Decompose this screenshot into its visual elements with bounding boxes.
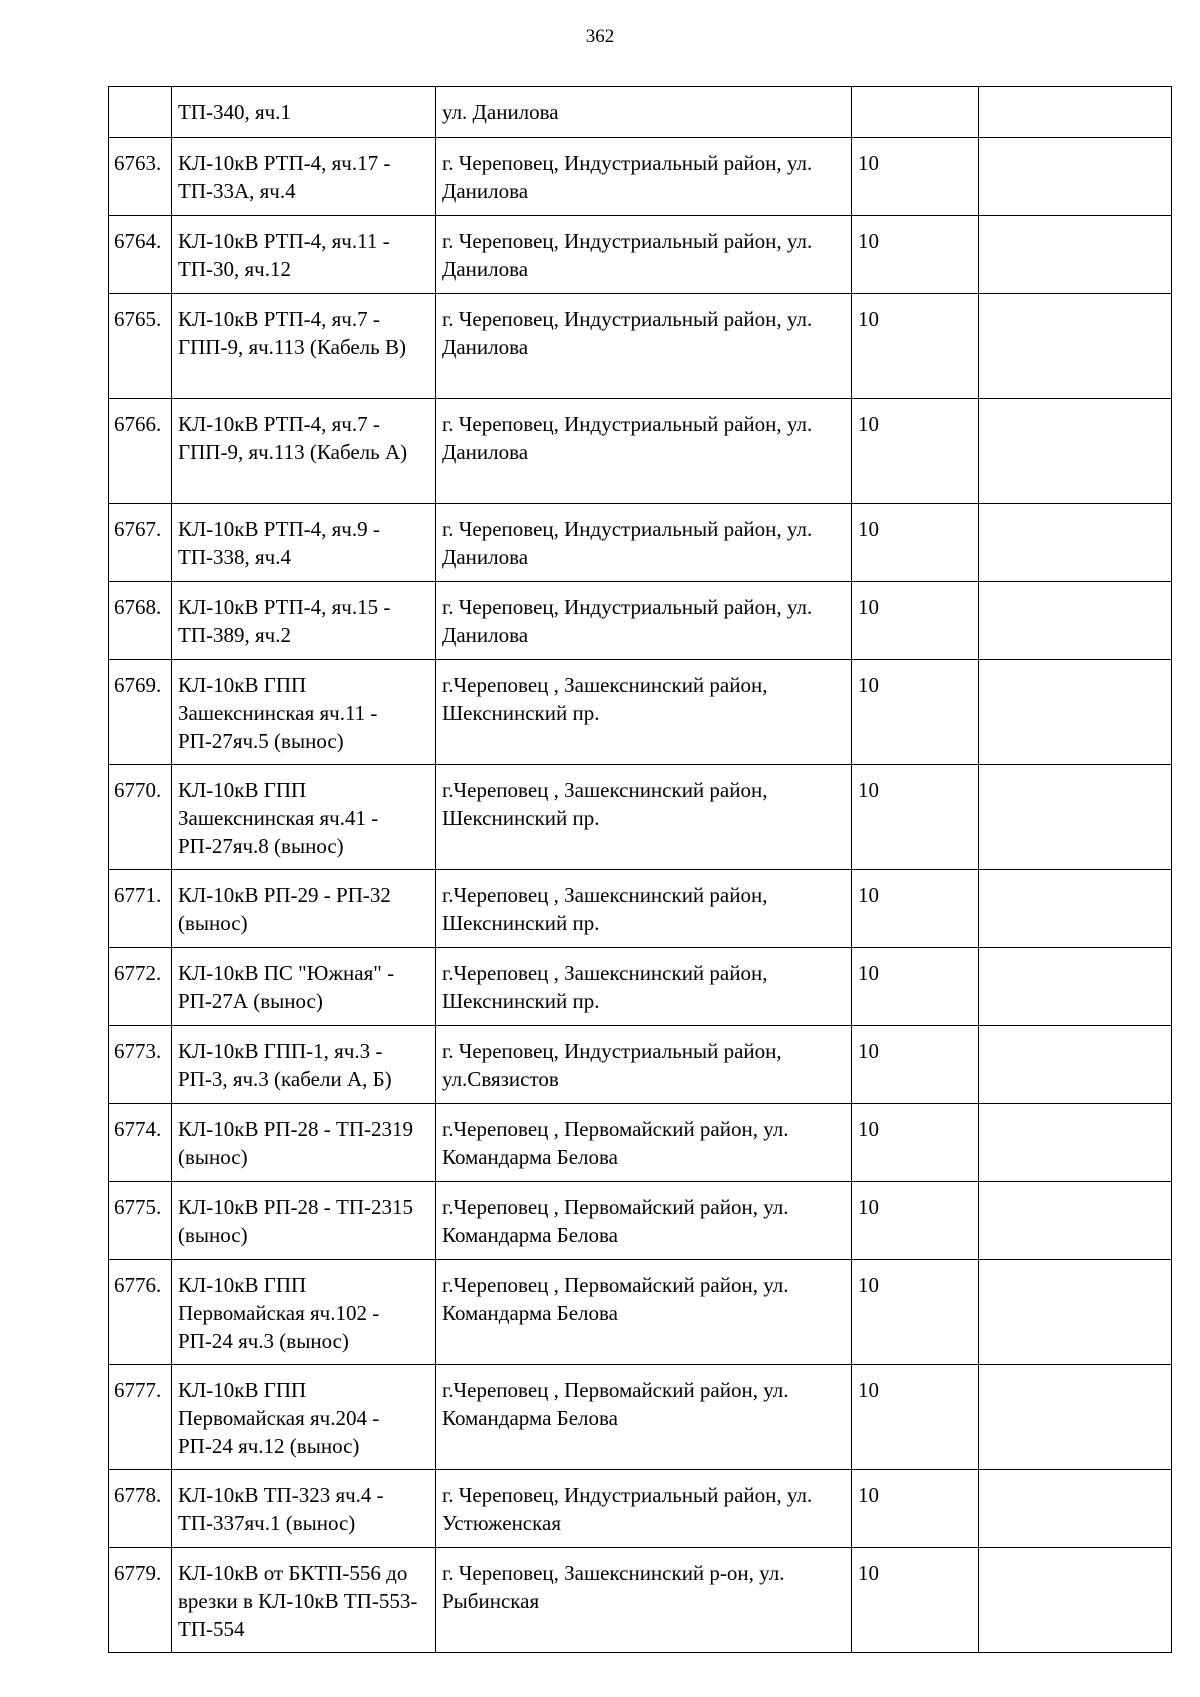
location-address: г.Череповец , Первомайский район, ул. Командарма Белова — [436, 1182, 852, 1260]
voltage-value: 10 — [852, 1104, 979, 1182]
location-address: г.Череповец , Первомайский район, ул. Командарма Белова — [436, 1365, 852, 1470]
extra-cell — [979, 1260, 1172, 1365]
location-address: г.Череповец , Первомайский район, ул. Командарма Белова — [436, 1104, 852, 1182]
table-row — [109, 582, 1172, 660]
location-address: г. Череповец, Индустриальный район, ул. Данилова — [436, 399, 852, 504]
page-number: 362 — [585, 26, 615, 47]
row-number: 6779. — [109, 1548, 172, 1653]
table-row — [109, 660, 1172, 765]
row-number: 6778. — [109, 1470, 172, 1548]
voltage-value: 10 — [852, 660, 979, 765]
cable-line-name: КЛ-10кВ ГПП Зашекснинская яч.41 - РП-27яч.8 (вынос) — [172, 765, 436, 870]
extra-cell — [979, 1026, 1172, 1104]
voltage-value: 10 — [852, 138, 979, 216]
voltage-value: 10 — [852, 399, 979, 504]
cable-line-name: КЛ-10кВ РТП-4, яч.7 - ГПП-9, яч.113 (Кабель А) — [172, 399, 436, 504]
extra-cell — [979, 1470, 1172, 1548]
cable-line-name: КЛ-10кВ ГПП Первомайская яч.204 - РП-24 яч.12 (вынос) — [172, 1365, 436, 1470]
table-row — [109, 1104, 1172, 1182]
extra-cell — [979, 1104, 1172, 1182]
voltage-value: 10 — [852, 1026, 979, 1104]
row-number: 6777. — [109, 1365, 172, 1470]
location-address: г. Череповец, Индустриальный район, ул.Связистов — [436, 1026, 852, 1104]
extra-cell — [979, 294, 1172, 399]
row-number: 6771. — [109, 870, 172, 948]
location-address: г. Череповец, Индустриальный район, ул. Устюженская — [436, 1470, 852, 1548]
row-number: 6775. — [109, 1182, 172, 1260]
voltage-value: 10 — [852, 1470, 979, 1548]
extra-cell — [979, 87, 1172, 138]
voltage-value: 10 — [852, 1260, 979, 1365]
table-row — [109, 1365, 1172, 1470]
table-row — [109, 138, 1172, 216]
row-number: 6767. — [109, 504, 172, 582]
row-number: 6774. — [109, 1104, 172, 1182]
extra-cell — [979, 1365, 1172, 1470]
voltage-value: 10 — [852, 870, 979, 948]
table-row — [109, 1026, 1172, 1104]
table-row — [109, 1260, 1172, 1365]
cable-line-name: КЛ-10кВ РТП-4, яч.15 - ТП-389, яч.2 — [172, 582, 436, 660]
cable-line-name: КЛ-10кВ РП-28 - ТП-2319 (вынос) — [172, 1104, 436, 1182]
row-number: 6768. — [109, 582, 172, 660]
cable-line-name: КЛ-10кВ ГПП Первомайская яч.102 - РП-24 яч.3 (вынос) — [172, 1260, 436, 1365]
extra-cell — [979, 216, 1172, 294]
row-number: 6776. — [109, 1260, 172, 1365]
voltage-value: 10 — [852, 504, 979, 582]
voltage-value: 10 — [852, 294, 979, 399]
voltage-value: 10 — [852, 948, 979, 1026]
location-address: г. Череповец, Индустриальный район, ул. Данилова — [436, 138, 852, 216]
cable-line-name: КЛ-10кВ РП-29 - РП-32 (вынос) — [172, 870, 436, 948]
extra-cell — [979, 582, 1172, 660]
cable-line-name: КЛ-10кВ РТП-4, яч.11 - ТП-30, яч.12 — [172, 216, 436, 294]
location-address: г. Череповец, Индустриальный район, ул. Данилова — [436, 294, 852, 399]
row-number: 6766. — [109, 399, 172, 504]
location-address: г.Череповец , Зашекснинский район, Шекснинский пр. — [436, 765, 852, 870]
cable-line-name: КЛ-10кВ РП-28 - ТП-2315 (вынос) — [172, 1182, 436, 1260]
table-row — [109, 87, 1172, 138]
voltage-value: 10 — [852, 216, 979, 294]
cable-line-name: КЛ-10кВ ГПП Зашекснинская яч.11 - РП-27яч.5 (вынос) — [172, 660, 436, 765]
row-number: 6770. — [109, 765, 172, 870]
cable-line-name: КЛ-10кВ РТП-4, яч.7 - ГПП-9, яч.113 (Кабель В) — [172, 294, 436, 399]
table-row — [109, 1470, 1172, 1548]
table-row — [109, 504, 1172, 582]
location-address: г. Череповец, Зашекснинский р-он, ул. Рыбинская — [436, 1548, 852, 1653]
extra-cell — [979, 138, 1172, 216]
table-row — [109, 870, 1172, 948]
location-address: г.Череповец , Зашекснинский район, Шекснинский пр. — [436, 870, 852, 948]
voltage-value: 10 — [852, 1548, 979, 1653]
table-row — [109, 216, 1172, 294]
voltage-value: 10 — [852, 1365, 979, 1470]
cable-line-name: КЛ-10кВ ГПП-1, яч.3 - РП-3, яч.3 (кабели А, Б) — [172, 1026, 436, 1104]
table-row — [109, 294, 1172, 399]
row-number: 6763. — [109, 138, 172, 216]
table-row — [109, 1548, 1172, 1653]
cable-line-name: КЛ-10кВ ТП-323 яч.4 - ТП-337яч.1 (вынос) — [172, 1470, 436, 1548]
voltage-value: 10 — [852, 765, 979, 870]
cable-lines-table — [108, 86, 1172, 1653]
extra-cell — [979, 399, 1172, 504]
row-number: 6772. — [109, 948, 172, 1026]
voltage-value: 10 — [852, 582, 979, 660]
extra-cell — [979, 660, 1172, 765]
row-number: 6773. — [109, 1026, 172, 1104]
cable-line-name: КЛ-10кВ от БКТП-556 до врезки в КЛ-10кВ ТП-553-ТП-554 — [172, 1548, 436, 1653]
extra-cell — [979, 948, 1172, 1026]
table-row — [109, 399, 1172, 504]
extra-cell — [979, 504, 1172, 582]
row-number: 6769. — [109, 660, 172, 765]
extra-cell — [979, 1548, 1172, 1653]
location-address: г. Череповец, Индустриальный район, ул. Данилова — [436, 504, 852, 582]
location-address: г.Череповец , Зашекснинский район, Шекснинский пр. — [436, 660, 852, 765]
location-address: г. Череповец, Индустриальный район, ул. Данилова — [436, 582, 852, 660]
voltage-value: 10 — [852, 1182, 979, 1260]
extra-cell — [979, 1182, 1172, 1260]
table-body — [109, 87, 1172, 1653]
location-address: ул. Данилова — [436, 87, 852, 138]
cable-line-name: КЛ-10кВ РТП-4, яч.17 - ТП-33А, яч.4 — [172, 138, 436, 216]
voltage-value — [852, 87, 979, 138]
location-address: г. Череповец, Индустриальный район, ул. Данилова — [436, 216, 852, 294]
table-row — [109, 765, 1172, 870]
location-address: г.Череповец , Зашекснинский район, Шекснинский пр. — [436, 948, 852, 1026]
table-row — [109, 948, 1172, 1026]
location-address: г.Череповец , Первомайский район, ул. Командарма Белова — [436, 1260, 852, 1365]
cable-line-name: КЛ-10кВ ПС "Южная" - РП-27А (вынос) — [172, 948, 436, 1026]
row-number: 6765. — [109, 294, 172, 399]
row-number — [109, 87, 172, 138]
cable-line-name: ТП-340, яч.1 — [172, 87, 436, 138]
table-row — [109, 1182, 1172, 1260]
cable-line-name: КЛ-10кВ РТП-4, яч.9 - ТП-338, яч.4 — [172, 504, 436, 582]
row-number: 6764. — [109, 216, 172, 294]
extra-cell — [979, 870, 1172, 948]
extra-cell — [979, 765, 1172, 870]
